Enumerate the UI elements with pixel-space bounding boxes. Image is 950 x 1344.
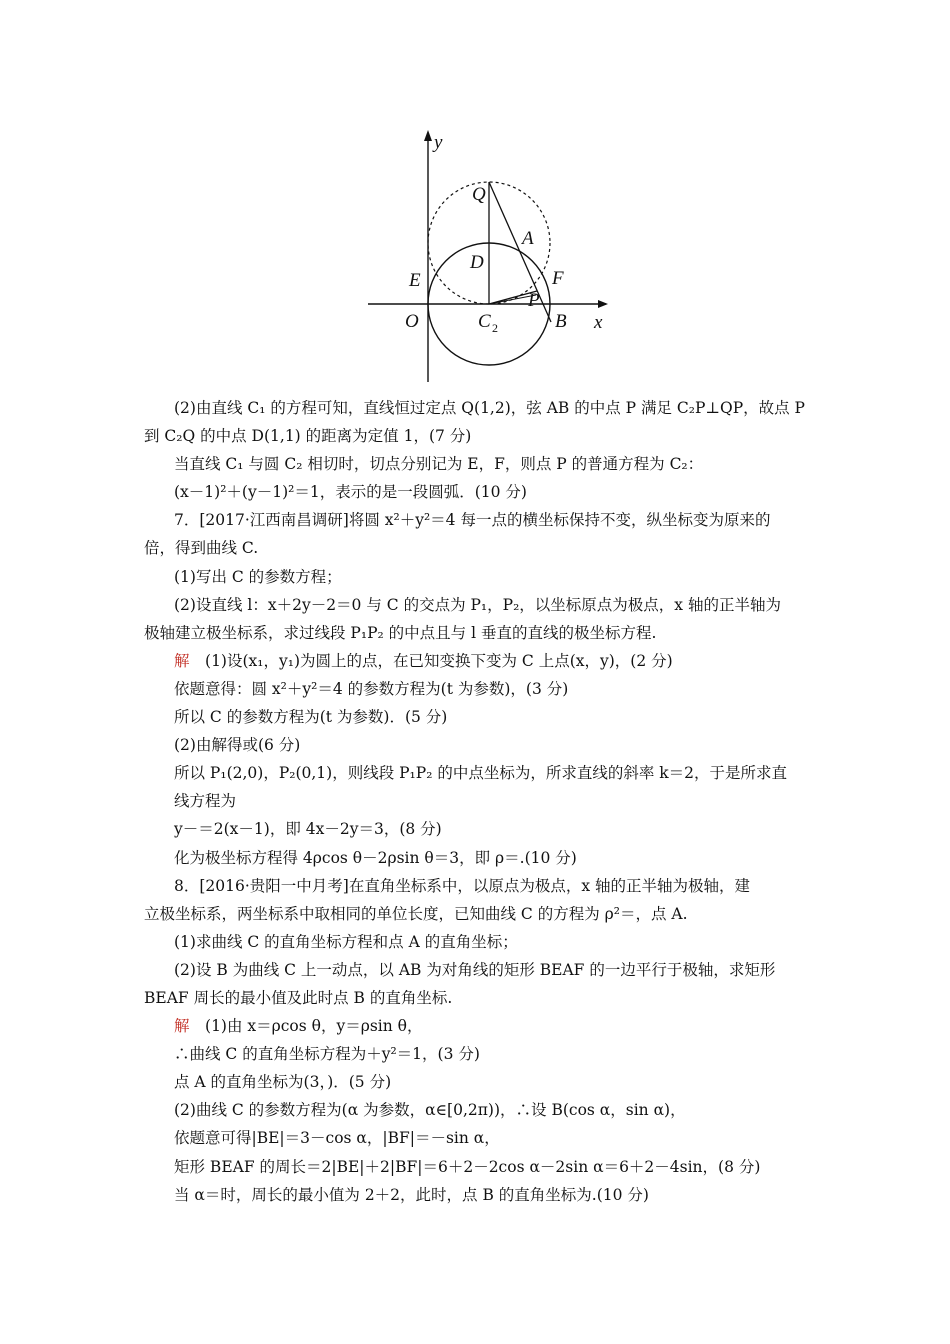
text-line bbox=[144, 394, 824, 422]
line-text: ∴曲线 C 的直角坐标方程为＋y²＝1，(3 分) bbox=[174, 1045, 480, 1064]
text-line bbox=[144, 1096, 824, 1124]
geometry-diagram bbox=[356, 120, 628, 388]
y-axis-arrow bbox=[424, 130, 432, 141]
text-line bbox=[144, 591, 824, 619]
line-text: 当直线 C₁ 与圆 C₂ 相切时，切点分别记为 E，F，则点 P 的普通方程为 C₂： bbox=[174, 455, 704, 474]
solution-label: 解 bbox=[174, 1017, 190, 1036]
label-c2: C bbox=[478, 311, 491, 332]
label-y: y bbox=[434, 132, 443, 153]
line-text: (1)求曲线 C 的直角坐标方程和点 A 的直角坐标； bbox=[174, 932, 518, 951]
text-line bbox=[144, 759, 824, 787]
line-text: (x－1)²＋(y－1)²＝1，表示的是一段圆弧．(10 分) bbox=[174, 483, 527, 502]
text-line bbox=[144, 1153, 824, 1181]
text-line bbox=[144, 1124, 824, 1152]
line-text: 矩形 BEAF 的周长＝2|BE|＋2|BF|＝6＋2－2cos α－2sin α＝6＋2－4sin，(8 分) bbox=[174, 1157, 761, 1176]
line-text: (2)设直线 l：x＋2y－2＝0 与 C 的交点为 P₁，P₂，以坐标原点为极点，x 轴的正半轴为 bbox=[174, 595, 781, 614]
line-text: (2)曲线 C 的参数方程为(α 为参数，α∈[0,2π))，∴设 B(cos α，sin α)， bbox=[174, 1101, 686, 1120]
line-text: y－＝2(x－1)，即 4x－2y＝3，(8 分) bbox=[174, 820, 442, 839]
text-line bbox=[144, 506, 824, 534]
label-p: P bbox=[528, 290, 540, 311]
text-line bbox=[144, 984, 824, 1012]
line-text: 线方程为 bbox=[174, 792, 237, 811]
text-line bbox=[144, 422, 824, 450]
text-line bbox=[144, 675, 824, 703]
text-line bbox=[144, 619, 824, 647]
solution-text-block bbox=[144, 394, 824, 1209]
text-line bbox=[144, 1040, 824, 1068]
text-line bbox=[144, 534, 824, 562]
text-line bbox=[144, 450, 824, 478]
line-text: 极轴建立极坐标系，求过线段 P₁P₂ 的中点且与 l 垂直的直线的极坐标方程. bbox=[144, 623, 657, 642]
label-d: D bbox=[470, 252, 484, 273]
text-line bbox=[144, 731, 824, 759]
line-text: 化为极坐标方程得 4ρcos θ－2ρsin θ＝3，即 ρ＝.(10 分) bbox=[174, 848, 577, 867]
line-text: (2)设 B 为曲线 C 上一动点，以 AB 为对角线的矩形 BEAF 的一边平行于极轴，求矩形 bbox=[174, 960, 776, 979]
label-f: F bbox=[552, 268, 564, 289]
text-line bbox=[144, 703, 824, 731]
geometry-figure bbox=[356, 120, 628, 388]
label-x: x bbox=[594, 312, 603, 333]
text-line bbox=[144, 1012, 824, 1040]
text-line bbox=[144, 647, 824, 675]
label-e: E bbox=[409, 270, 421, 291]
text-line bbox=[144, 563, 824, 591]
line-text: 所以 P₁(2,0)，P₂(0,1)，则线段 P₁P₂ 的中点坐标为，所求直线的斜率 k＝2，于是所求直 bbox=[174, 764, 788, 783]
line-text: (1)写出 C 的参数方程； bbox=[174, 567, 342, 586]
text-line bbox=[144, 844, 824, 872]
text-line bbox=[144, 787, 824, 815]
line-text: 8．[2016·贵阳一中月考]在直角坐标系中，以原点为极点，x 轴的正半轴为极轴，建 bbox=[174, 876, 750, 895]
label-c2-subscript: 2 bbox=[492, 321, 498, 335]
line-text: 7．[2017·江西南昌调研]将圆 x²＋y²＝4 每一点的横坐标保持不变，纵坐标变为原来的 bbox=[174, 511, 771, 530]
text-line bbox=[144, 478, 824, 506]
x-axis-arrow bbox=[598, 300, 608, 308]
text-line bbox=[144, 928, 824, 956]
line-text: 点 A 的直角坐标为(3，)．(5 分) bbox=[174, 1073, 392, 1092]
text-line bbox=[144, 956, 824, 984]
line-text: 到 C₂Q 的中点 D(1,1) 的距离为定值 1，(7 分) bbox=[144, 427, 472, 446]
label-o: O bbox=[405, 311, 419, 332]
line-text: BEAF 周长的最小值及此时点 B 的直角坐标. bbox=[144, 988, 453, 1007]
line-text: 依题意可得|BE|＝3－cos α，|BF|＝－sin α， bbox=[174, 1129, 500, 1148]
line-text: (1)设(x₁，y₁)为圆上的点，在已知变换下变为 C 上点(x，y)，(2 分) bbox=[189, 651, 673, 670]
line-text: 所以 C 的参数方程为(t 为参数)．(5 分) bbox=[174, 708, 448, 727]
text-line bbox=[144, 1068, 824, 1096]
line-text: 立极坐标系，两坐标系中取相同的单位长度，已知曲线 C 的方程为 ρ²＝，点 A. bbox=[144, 904, 688, 923]
line-text: (2)由解得或(6 分) bbox=[174, 736, 301, 755]
label-b: B bbox=[555, 311, 567, 332]
text-line bbox=[144, 872, 824, 900]
solution-label: 解 bbox=[174, 651, 190, 670]
line-text: (2)由直线 C₁ 的方程可知，直线恒过定点 Q(1,2)，弦 AB 的中点 P 满足 C₂P⊥QP，故点 P bbox=[174, 399, 805, 417]
line-text: (1)由 x＝ρcos θ，y＝ρsin θ， bbox=[189, 1017, 423, 1036]
label-q: Q bbox=[472, 184, 486, 205]
line-text: 倍，得到曲线 C. bbox=[144, 539, 259, 558]
line-text: 当 α＝时，周长的最小值为 2＋2，此时，点 B 的直角坐标为.(10 分) bbox=[174, 1185, 649, 1204]
label-a: A bbox=[522, 228, 534, 249]
text-line bbox=[144, 900, 824, 928]
text-line bbox=[144, 1181, 824, 1209]
line-text: 依题意得：圆 x²＋y²＝4 的参数方程为(t 为参数)，(3 分) bbox=[174, 679, 569, 698]
text-line bbox=[144, 815, 824, 843]
